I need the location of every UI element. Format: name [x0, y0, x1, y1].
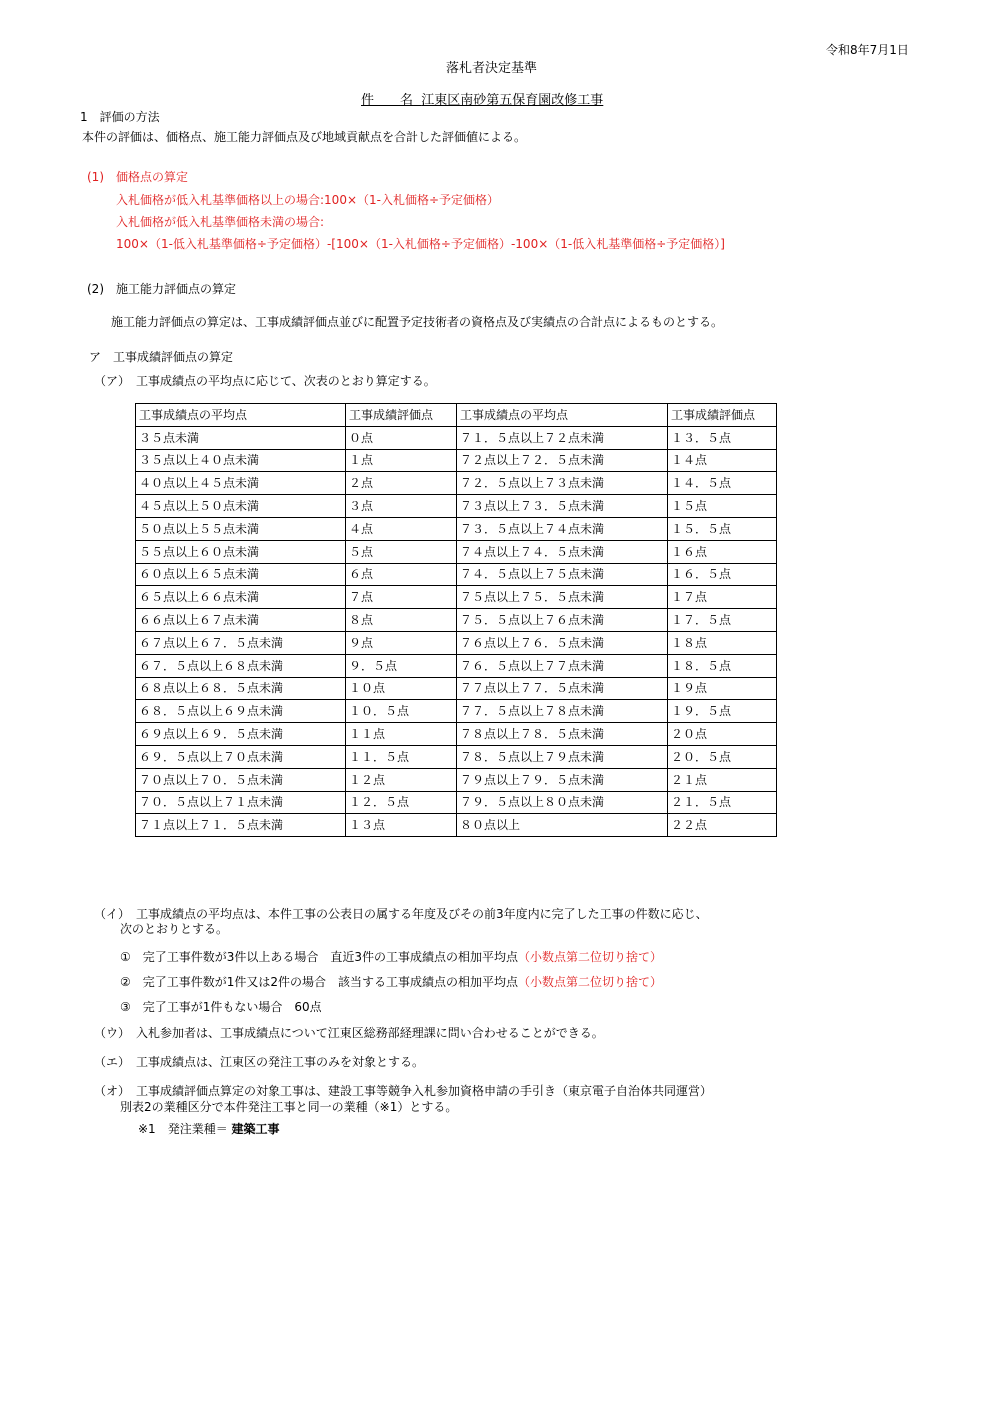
table-cell: ７５．５点以上７６点未満: [457, 609, 668, 632]
sub-d: （エ） 工事成績点は、江東区の発注工事のみを対象とする。: [94, 1055, 425, 1069]
table-row: [136, 631, 777, 654]
table-cell: ６８．５点以上６９点未満: [136, 700, 346, 723]
table-cell: ６６点以上６７点未満: [136, 609, 346, 632]
table-cell: １７．５点: [668, 609, 777, 632]
table-cell: ２０．５点: [668, 745, 777, 768]
table-cell: ２２点: [668, 814, 777, 837]
table-header-cell: 工事成績点の平均点: [136, 404, 346, 427]
section1-heading: 1 評価の方法: [80, 110, 160, 124]
table-cell: ８０点以上: [457, 814, 668, 837]
table-cell: ６７．５点以上６８点未満: [136, 654, 346, 677]
table-cell: １１点: [346, 723, 457, 746]
table-header-cell: 工事成績評価点: [668, 404, 777, 427]
table-cell: １８点: [668, 631, 777, 654]
table-cell: ８点: [346, 609, 457, 632]
sub-e-line-2: 別表2の業種区分で本件発注工事と同一の業種（※1）とする。: [120, 1100, 458, 1114]
table-cell: １５点: [668, 495, 777, 518]
table-cell: １０．５点: [346, 700, 457, 723]
table-cell: ７９点以上７９．５点未満: [457, 768, 668, 791]
price-formula-2: 入札価格が低入札基準価格未満の場合:: [116, 215, 325, 229]
table-row: [136, 586, 777, 609]
price-formula-3: 100×（1-低入札基準価格÷予定価格）-[100×（1-入札価格÷予定価格）-100×（1-低入札基準価格÷予定価格）]: [116, 237, 725, 251]
table-cell: ５点: [346, 540, 457, 563]
table-cell: ７８．５点以上７９点未満: [457, 745, 668, 768]
sub-e-note-label: ※1 発注業種＝: [138, 1122, 228, 1136]
table-cell: １点: [346, 449, 457, 472]
table-cell: １９．５点: [668, 700, 777, 723]
sub-e-note: [138, 1123, 280, 1135]
sub-b-item-1: [120, 951, 662, 963]
capability-heading: (2) 施工能力評価点の算定: [87, 282, 236, 296]
table-cell: １６点: [668, 540, 777, 563]
table-cell: ７３点以上７３．５点未満: [457, 495, 668, 518]
table-cell: ４０点以上４５点未満: [136, 472, 346, 495]
table-cell: ７０点以上７０．５点未満: [136, 768, 346, 791]
table-cell: ６点: [346, 563, 457, 586]
table-row: [136, 814, 777, 837]
table-row: [136, 700, 777, 723]
table-cell: １８．５点: [668, 654, 777, 677]
table-header-row: [136, 404, 777, 427]
table-cell: ３５点以上４０点未満: [136, 449, 346, 472]
sub-b-item-1-text: ① 完了工事件数が3件以上ある場合 直近3件の工事成績点の相加平均点: [120, 950, 519, 964]
table-cell: ７３．５点以上７４点未満: [457, 517, 668, 540]
table-row: [136, 745, 777, 768]
table-cell: ６７点以上６７．５点未満: [136, 631, 346, 654]
sub-b-item-2: [120, 976, 662, 988]
table-cell: ７０．５点以上７１点未満: [136, 791, 346, 814]
table-cell: ７２．５点以上７３点未満: [457, 472, 668, 495]
table-cell: ９点: [346, 631, 457, 654]
table-cell: ６８点以上６８．５点未満: [136, 677, 346, 700]
sub-e-note-value: 建築工事: [231, 1122, 280, 1136]
table-cell: ５０点以上５５点未満: [136, 517, 346, 540]
table-cell: ３５点未満: [136, 426, 346, 449]
table-cell: ４５点以上５０点未満: [136, 495, 346, 518]
table-row: [136, 609, 777, 632]
table-cell: １２点: [346, 768, 457, 791]
table-cell: ７１．５点以上７２点未満: [457, 426, 668, 449]
document-title: 落札者決定基準: [446, 61, 538, 76]
table-cell: １４点: [668, 449, 777, 472]
subject-name: 江東区南砂第五保育園改修工事: [421, 93, 604, 108]
table-cell: ７６．５点以上７７点未満: [457, 654, 668, 677]
sub-b-item-2-text: ② 完了工事件数が1件又は2件の場合 該当する工事成績点の相加平均点: [120, 975, 519, 989]
sub-b-item-1-note: （小数点第二位切り捨て）: [518, 950, 663, 964]
sub-c: （ウ） 入札参加者は、工事成績点について江東区総務部経理課に問い合わせることができる。: [94, 1026, 604, 1040]
table-row: [136, 449, 777, 472]
table-cell: ７７点以上７７．５点未満: [457, 677, 668, 700]
sub-b-item-2-note: （小数点第二位切り捨て）: [518, 975, 663, 989]
table-cell: ７８点以上７８．５点未満: [457, 723, 668, 746]
table-cell: ２点: [346, 472, 457, 495]
table-row: [136, 495, 777, 518]
subject-line: [361, 94, 603, 107]
subject-label: 件 名: [361, 93, 414, 108]
table-cell: １６．５点: [668, 563, 777, 586]
table-row: [136, 723, 777, 746]
table-cell: ７６点以上７６．５点未満: [457, 631, 668, 654]
table-cell: ０点: [346, 426, 457, 449]
table-cell: ６５点以上６６点未満: [136, 586, 346, 609]
table-row: [136, 677, 777, 700]
table-cell: ６９．５点以上７０点未満: [136, 745, 346, 768]
table-row: [136, 563, 777, 586]
table-header-cell: 工事成績点の平均点: [457, 404, 668, 427]
table-cell: ２１点: [668, 768, 777, 791]
price-heading: (1) 価格点の算定: [87, 170, 188, 184]
table-cell: １９点: [668, 677, 777, 700]
table-row: [136, 768, 777, 791]
table-cell: １１．５点: [346, 745, 457, 768]
table-cell: ７２点以上７２．５点未満: [457, 449, 668, 472]
price-formula-1: 入札価格が低入札基準価格以上の場合:100×（1-入札価格÷予定価格）: [116, 193, 500, 207]
table-cell: ７点: [346, 586, 457, 609]
table-row: [136, 654, 777, 677]
table-cell: ７９．５点以上８０点未満: [457, 791, 668, 814]
table-cell: ７４点以上７４．５点未満: [457, 540, 668, 563]
sub-e-line-1: （オ） 工事成績評価点算定の対象工事は、建設工事等競争入札参加資格申請の手引き（東京電子自治体共同運営）: [94, 1084, 713, 1098]
table-row: [136, 426, 777, 449]
table-cell: ７７．５点以上７８点未満: [457, 700, 668, 723]
table-cell: ７１点以上７１．５点未満: [136, 814, 346, 837]
table-cell: ２０点: [668, 723, 777, 746]
table-cell: ６９点以上６９．５点未満: [136, 723, 346, 746]
table-row: [136, 517, 777, 540]
sub-b-line-1: （イ） 工事成績点の平均点は、本件工事の公表日の属する年度及びその前3年度内に完了した工事の件数に応じ、: [94, 907, 708, 921]
table-cell: １０点: [346, 677, 457, 700]
performance-sub-a: （ア） 工事成績点の平均点に応じて、次表のとおり算定する。: [94, 374, 436, 388]
table-cell: ５５点以上６０点未満: [136, 540, 346, 563]
table-cell: １５．５点: [668, 517, 777, 540]
table-cell: ２１．５点: [668, 791, 777, 814]
table-cell: ４点: [346, 517, 457, 540]
table-cell: １２．５点: [346, 791, 457, 814]
table-cell: １３．５点: [668, 426, 777, 449]
table-cell: ７５点以上７５．５点未満: [457, 586, 668, 609]
table-cell: ９．５点: [346, 654, 457, 677]
table-cell: ３点: [346, 495, 457, 518]
table-cell: ７４．５点以上７５点未満: [457, 563, 668, 586]
table-row: [136, 472, 777, 495]
sub-b-line-2: 次のとおりとする。: [120, 922, 229, 936]
table-header-cell: 工事成績評価点: [346, 404, 457, 427]
performance-heading: ア 工事成績評価点の算定: [89, 350, 234, 364]
capability-body: 施工能力評価点の算定は、工事成績評価点並びに配置予定技術者の資格点及び実績点の合計点によるものとする。: [111, 315, 724, 329]
table-row: [136, 540, 777, 563]
table-cell: １４．５点: [668, 472, 777, 495]
table-cell: ６０点以上６５点未満: [136, 563, 346, 586]
sub-b-item-3: ③ 完了工事が1件もない場合 60点: [120, 1000, 322, 1014]
section1-intro: 本件の評価は、価格点、施工能力評価点及び地域貢献点を合計した評価値による。: [82, 130, 527, 144]
document-date: 令和8年7月1日: [826, 43, 909, 57]
table-row: [136, 791, 777, 814]
table-cell: １７点: [668, 586, 777, 609]
table-cell: １３点: [346, 814, 457, 837]
score-table: [135, 403, 777, 837]
